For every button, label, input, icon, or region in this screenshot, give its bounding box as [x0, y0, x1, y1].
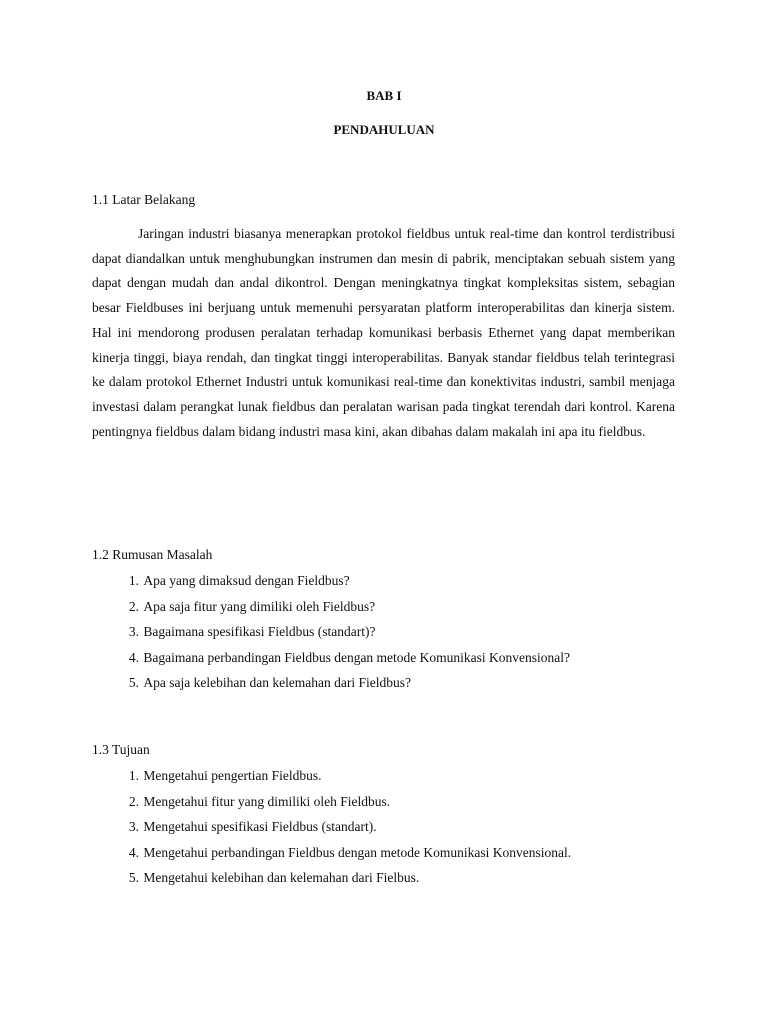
list-number: 5. — [128, 870, 139, 885]
list-text: Mengetahui perbandingan Fieldbus dengan metode Komunikasi Konvensional. — [143, 844, 572, 860]
list-text: Apa saja kelebihan dan kelemahan dari Fieldbus? — [143, 675, 412, 690]
list-item — [92, 865, 571, 891]
list-text: Apa yang dimaksud dengan Fieldbus? — [143, 573, 350, 588]
section-heading-latar-belakang: 1.1 Latar Belakang — [92, 192, 196, 207]
chapter-title: PENDAHULUAN — [333, 122, 435, 137]
section-heading-tujuan: 1.3 Tujuan — [92, 742, 150, 757]
list-number: 4. — [128, 649, 139, 665]
chapter-label: BAB I — [366, 88, 402, 103]
list-item — [92, 619, 570, 645]
list-item — [92, 568, 570, 594]
list-number: 2. — [128, 793, 139, 809]
list-number: 1. — [128, 768, 139, 783]
list-text: Bagaimana spesifikasi Fieldbus (standart)? — [143, 624, 376, 639]
list-number: 4. — [128, 844, 139, 860]
list-number: 1. — [128, 573, 139, 588]
objective-list — [92, 763, 571, 891]
list-number: 5. — [128, 675, 139, 690]
list-number: 3. — [128, 819, 139, 834]
list-item — [92, 670, 570, 696]
list-item — [92, 814, 571, 840]
list-number: 3. — [128, 624, 139, 639]
list-item — [92, 763, 571, 789]
section-heading-rumusan-masalah: 1.2 Rumusan Masalah — [92, 547, 213, 562]
list-text: Bagaimana perbandingan Fieldbus dengan metode Komunikasi Konvensional? — [143, 649, 571, 665]
list-text: Mengetahui pengertian Fieldbus. — [143, 768, 322, 783]
list-text: Mengetahui kelebihan dan kelemahan dari Fielbus. — [143, 870, 420, 885]
background-paragraph: Jaringan industri biasanya menerapkan protokol fieldbus untuk real-time dan kontrol terdistribusi dapat diandalkan untuk menghubungkan instrumen dan mesin di pabrik, menciptakan sebuah sistem yang dapat dengan mudah dan andal dikontrol. Dengan meningkatnya tingkat kompleksitas sistem, sebagian besar Fieldbuses ini berjuang untuk memenuhi persyaratan platform interoperabilitas dan kinerja sistem. Hal ini mendorong produsen peralatan terhadap komunikasi berbasis Ethernet yang dapat memberikan kinerja tinggi, biaya rendah, dan tingkat tinggi interoperabilitas. Banyak standar fieldbus telah terintegrasi ke dalam protokol Ethernet Industri untuk komunikasi real-time dan konektivitas industri, sambil menjaga investasi dalam perangkat lunak fieldbus dan peralatan warisan pada tingkat terendah dari kontrol. Karena pentingnya fieldbus dalam bidang industri masa kini, akan dibahas dalam makalah ini apa itu fieldbus. — [92, 226, 675, 439]
list-item — [92, 840, 571, 866]
list-item — [92, 645, 570, 671]
list-text: Mengetahui fitur yang dimiliki oleh Fieldbus. — [143, 793, 391, 809]
list-text: Apa saja fitur yang dimiliki oleh Fieldbus? — [143, 598, 376, 614]
list-text: Mengetahui spesifikasi Fieldbus (standart). — [143, 819, 377, 834]
list-item — [92, 594, 570, 620]
list-item — [92, 789, 571, 815]
list-number: 2. — [128, 598, 139, 614]
problem-list — [92, 568, 570, 696]
